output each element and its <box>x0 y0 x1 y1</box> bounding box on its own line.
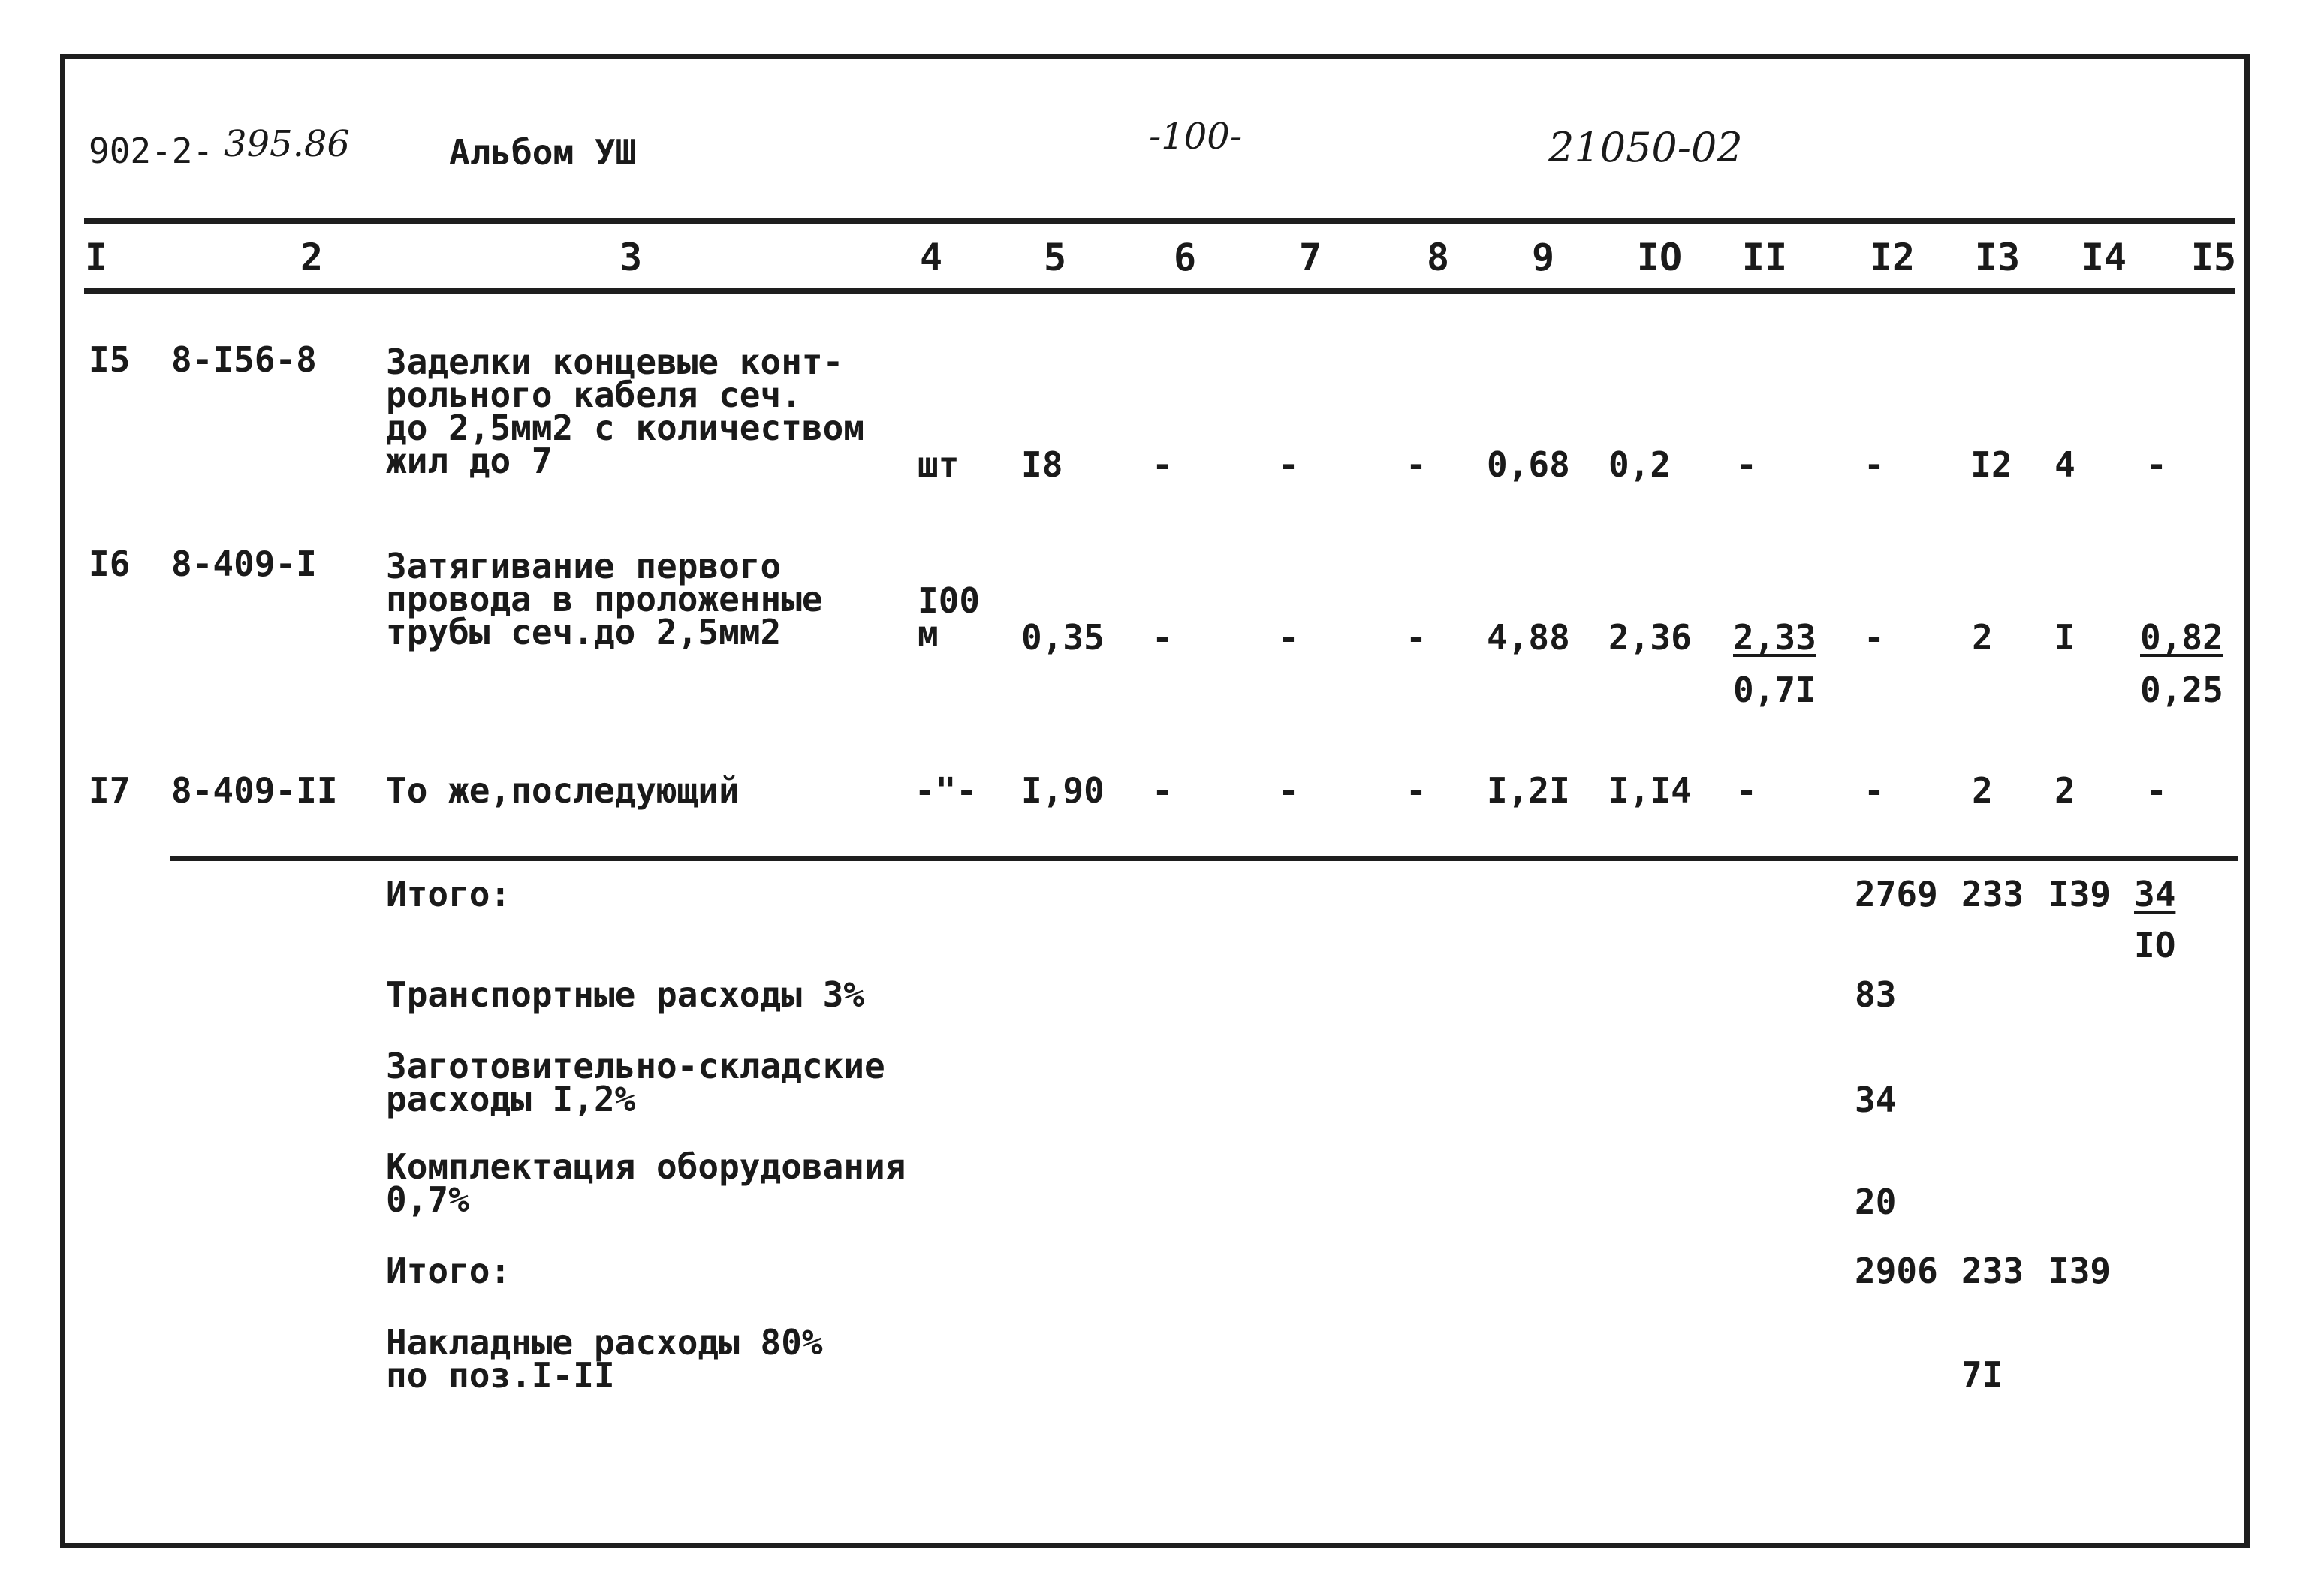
row-col11-below: 0,7I <box>1733 670 1816 710</box>
row-col9: 4,88 <box>1487 617 1570 658</box>
col-number-4: 4 <box>919 236 943 279</box>
col-number-3: 3 <box>619 236 643 279</box>
row-code: 8-409-I <box>171 544 317 584</box>
col-number-12: I2 <box>1869 236 1916 279</box>
row-col14: 4 <box>2054 444 2075 485</box>
summary-col12: 2769 <box>1855 874 1938 914</box>
summary-col12: 20 <box>1855 1182 1897 1222</box>
summary-col14: I39 <box>2048 1251 2112 1291</box>
summary-col12: 2906 <box>1855 1251 1938 1291</box>
header-rule-top <box>84 218 2235 224</box>
row-col13: I2 <box>1970 444 2012 485</box>
row-qty: I,90 <box>1021 770 1105 811</box>
col-number-15: I5 <box>2190 236 2237 279</box>
summary-label: Итого: <box>386 874 511 914</box>
row-col10: I,I4 <box>1608 770 1692 811</box>
header-rule-bottom <box>84 288 2235 294</box>
row-col11: 2,33 <box>1733 617 1816 658</box>
row-col8: - <box>1406 770 1427 811</box>
summary-label: Итого: <box>386 1251 511 1291</box>
row-description: Затягивание первого провода в проложенные трубы сеч.до 2,5мм2 <box>386 546 823 653</box>
row-number: I6 <box>89 544 131 584</box>
col-number-9: 9 <box>1531 236 1555 279</box>
row-col15: - <box>2146 444 2167 485</box>
row-col8: - <box>1406 444 1427 485</box>
summary-label: Комплектация оборудования 0,7% <box>386 1146 906 1221</box>
row-col15-below: 0,25 <box>2140 670 2223 710</box>
summary-col14: I39 <box>2048 874 2112 914</box>
col-number-8: 8 <box>1426 236 1450 279</box>
row-col7: - <box>1278 617 1299 658</box>
summary-label: Транспортные расходы 3% <box>386 974 864 1015</box>
col-number-1: I <box>84 236 108 279</box>
col-number-7: 7 <box>1298 236 1322 279</box>
col-number-11: II <box>1741 236 1788 279</box>
totals-rule <box>170 856 2238 861</box>
row-col6: - <box>1152 770 1173 811</box>
row-description: То же,последующий <box>386 770 740 811</box>
page-number: -100- <box>1149 116 1243 158</box>
row-description: Заделки концевые конт- рольного кабеля сеч. до 2,5мм2 с количеством жил до 7 <box>386 342 864 482</box>
row-col7: - <box>1278 770 1299 811</box>
row-code: 8-I56-8 <box>171 339 317 380</box>
row-qty: I8 <box>1021 444 1063 485</box>
row-col14: I <box>2054 617 2075 658</box>
series-handwritten: 395.86 <box>224 123 350 165</box>
summary-col15: 34 <box>2134 874 2176 914</box>
row-unit: I00 м <box>918 580 981 655</box>
row-col14: 2 <box>2054 770 2075 811</box>
row-col11: - <box>1736 444 1757 485</box>
row-number: I5 <box>89 339 131 380</box>
row-col13: 2 <box>1972 770 1993 811</box>
album-label: Альбом УШ <box>449 132 637 173</box>
summary-col13: 233 <box>1961 1251 2024 1291</box>
row-col12: - <box>1864 770 1885 811</box>
row-col9: 0,68 <box>1487 444 1570 485</box>
row-col6: - <box>1152 444 1173 485</box>
row-col11: - <box>1736 770 1757 811</box>
doc-number: 21050-02 <box>1548 124 1743 171</box>
summary-col13: 7I <box>1961 1354 2003 1395</box>
summary-col12: 34 <box>1855 1080 1897 1120</box>
col-number-5: 5 <box>1043 236 1067 279</box>
row-col15: 0,82 <box>2140 617 2223 658</box>
row-col9: I,2I <box>1487 770 1570 811</box>
row-unit: шт <box>918 444 960 485</box>
col-number-6: 6 <box>1173 236 1197 279</box>
row-col6: - <box>1152 617 1173 658</box>
row-col13: 2 <box>1972 617 1993 658</box>
summary-col15-below: IO <box>2134 925 2176 965</box>
row-col7: - <box>1278 444 1299 485</box>
summary-label: Накладные расходы 80% по поз.I-II <box>386 1322 823 1396</box>
summary-col12: 83 <box>1855 974 1897 1015</box>
row-number: I7 <box>89 770 131 811</box>
row-col12: - <box>1864 617 1885 658</box>
col-number-14: I4 <box>2081 236 2127 279</box>
row-unit: -"- <box>915 770 978 811</box>
row-col8: - <box>1406 617 1427 658</box>
col-number-10: IO <box>1636 236 1683 279</box>
col-number-13: I3 <box>1974 236 2021 279</box>
row-col10: 2,36 <box>1608 617 1692 658</box>
row-col12: - <box>1864 444 1885 485</box>
row-col10: 0,2 <box>1608 444 1671 485</box>
col-number-2: 2 <box>300 236 324 279</box>
row-col15: - <box>2146 770 2167 811</box>
summary-label: Заготовительно-складские расходы I,2% <box>386 1046 885 1120</box>
row-code: 8-409-II <box>171 770 338 811</box>
summary-col13: 233 <box>1961 874 2024 914</box>
series-prefix: 902-2- <box>89 131 214 171</box>
row-qty: 0,35 <box>1021 617 1105 658</box>
